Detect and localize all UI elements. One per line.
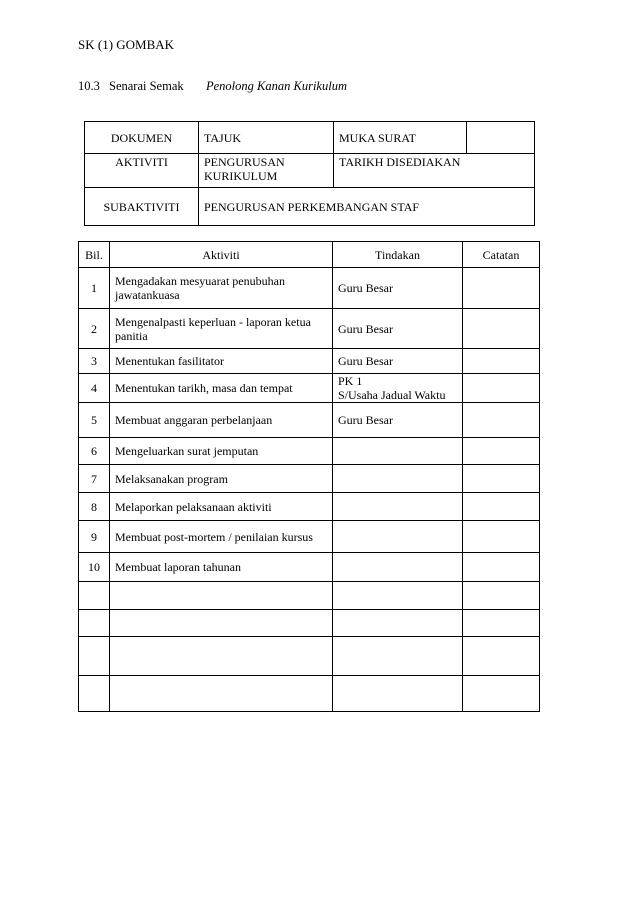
catatan-cell: [463, 374, 540, 403]
aktiviti-cell: Melaporkan pelaksanaan aktiviti: [110, 493, 333, 521]
aktiviti-cell: Melaksanakan program: [110, 465, 333, 493]
table-row: [79, 349, 540, 374]
table-row: [79, 610, 540, 637]
catatan-cell: [463, 349, 540, 374]
tindakan-cell: [333, 521, 463, 553]
tindakan-cell: [333, 676, 463, 712]
aktiviti-cell: [110, 582, 333, 610]
tindakan-cell: [333, 637, 463, 676]
table-row: [79, 582, 540, 610]
table-row: [79, 268, 540, 309]
bil-cell: [79, 637, 110, 676]
catatan-cell: [463, 438, 540, 465]
table-row: [79, 676, 540, 712]
tindakan-cell: [333, 582, 463, 610]
table-row: [79, 493, 540, 521]
catatan-cell: [463, 493, 540, 521]
aktiviti-cell: Membuat laporan tahunan: [110, 553, 333, 582]
tindakan-cell: [333, 465, 463, 493]
tindakan-cell: Guru Besar: [333, 268, 463, 309]
info-row-subaktiviti: [85, 188, 535, 226]
table-row: [79, 309, 540, 349]
aktiviti-cell: Membuat anggaran perbelanjaan: [110, 403, 333, 438]
catatan-cell: [463, 403, 540, 438]
tindakan-cell: [333, 493, 463, 521]
aktiviti-cell: Mengadakan mesyuarat penubuhan jawatankuasa: [110, 268, 333, 309]
bil-cell: 2: [79, 309, 110, 349]
catatan-cell: [463, 268, 540, 309]
aktiviti-cell: [110, 637, 333, 676]
table-header-row: [79, 242, 540, 268]
info-row-aktiviti: [85, 154, 535, 188]
catatan-cell: [463, 582, 540, 610]
header-catatan: Catatan: [463, 242, 540, 268]
catatan-cell: [463, 309, 540, 349]
bil-cell: 9: [79, 521, 110, 553]
school-name: SK (1) GOMBAK: [78, 37, 175, 52]
bil-cell: 3: [79, 349, 110, 374]
bil-cell: 7: [79, 465, 110, 493]
section-number: 10.3: [78, 79, 100, 93]
catatan-cell: [463, 637, 540, 676]
table-row: [79, 438, 540, 465]
section-title: Senarai Semak: [109, 79, 184, 93]
bil-cell: 5: [79, 403, 110, 438]
dokumen-label: DOKUMEN: [85, 122, 199, 154]
catatan-cell: [463, 610, 540, 637]
document-title: Penolong Kanan Kurikulum: [206, 79, 347, 93]
info-row-dokumen: [85, 122, 535, 154]
info-table: [84, 121, 535, 226]
aktiviti-cell: [110, 610, 333, 637]
tindakan-cell: [333, 610, 463, 637]
aktiviti-cell: Menentukan fasilitator: [110, 349, 333, 374]
bil-cell: [79, 610, 110, 637]
tindakan-cell: [333, 438, 463, 465]
header-bil: Bil.: [79, 242, 110, 268]
aktiviti-cell: [110, 676, 333, 712]
section-heading: [78, 79, 347, 94]
table-row: [79, 521, 540, 553]
subaktiviti-label: SUBAKTIVITI: [85, 188, 199, 226]
table-row: [79, 374, 540, 403]
table-row: [79, 465, 540, 493]
tindakan-cell: Guru Besar: [333, 349, 463, 374]
header-tindakan: Tindakan: [333, 242, 463, 268]
bil-cell: [79, 582, 110, 610]
bil-cell: [79, 676, 110, 712]
muka-surat-value: [467, 122, 535, 154]
table-row: [79, 403, 540, 438]
tindakan-cell: Guru Besar: [333, 309, 463, 349]
bil-cell: 4: [79, 374, 110, 403]
bil-cell: 1: [79, 268, 110, 309]
aktiviti-cell: Membuat post-mortem / penilaian kursus: [110, 521, 333, 553]
catatan-cell: [463, 465, 540, 493]
aktiviti-label: AKTIVITI: [85, 154, 199, 188]
catatan-cell: [463, 676, 540, 712]
muka-surat-label: MUKA SURAT: [334, 122, 467, 154]
catatan-cell: [463, 553, 540, 582]
tarikh-disediakan-label: TARIKH DISEDIAKAN: [334, 154, 535, 188]
aktiviti-cell: Mengeluarkan surat jemputan: [110, 438, 333, 465]
bil-cell: 6: [79, 438, 110, 465]
tindakan-cell: Guru Besar: [333, 403, 463, 438]
aktiviti-cell: Menentukan tarikh, masa dan tempat: [110, 374, 333, 403]
tajuk-label: TAJUK: [199, 122, 334, 154]
table-row: [79, 553, 540, 582]
aktiviti-value: PENGURUSAN KURIKULUM: [199, 154, 334, 188]
header-aktiviti: Aktiviti: [110, 242, 333, 268]
bil-cell: 10: [79, 553, 110, 582]
bil-cell: 8: [79, 493, 110, 521]
aktiviti-cell: Mengenalpasti keperluan - laporan ketua panitia: [110, 309, 333, 349]
tindakan-cell: PK 1 S/Usaha Jadual Waktu: [333, 374, 463, 403]
tindakan-cell: [333, 553, 463, 582]
activity-table: [78, 241, 540, 712]
catatan-cell: [463, 521, 540, 553]
subaktiviti-value: PENGURUSAN PERKEMBANGAN STAF: [199, 188, 535, 226]
table-row: [79, 637, 540, 676]
